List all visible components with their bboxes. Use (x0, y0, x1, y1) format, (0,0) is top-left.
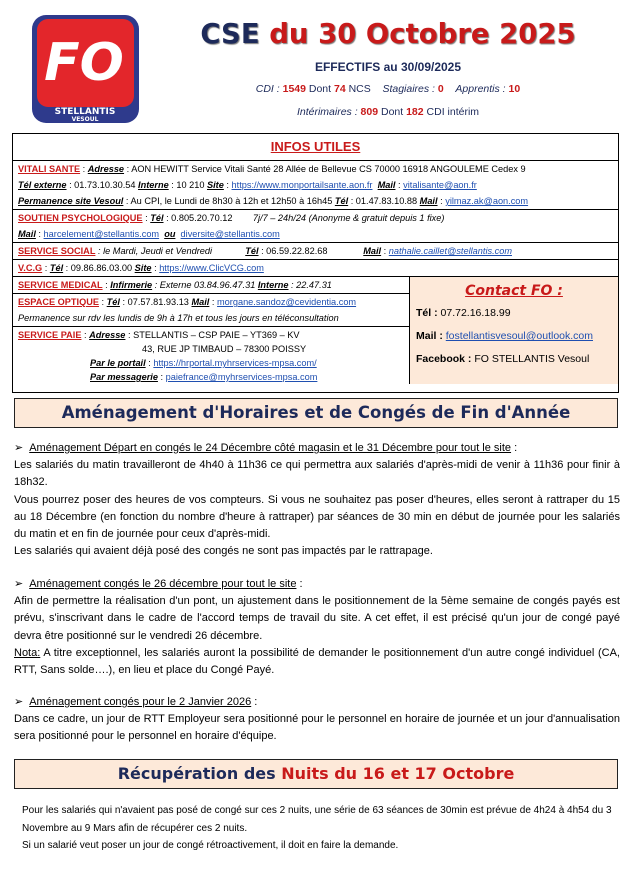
bullet-1-para-1: Les salariés du matin travailleront de 4h40 à 11h36 ce qui permettra aux salariés d'après-midi de venir à 11h36 pour finir à 18h32. (14, 459, 620, 489)
optique-mail-link[interactable]: morgane.sandoz@cevidentia.com (217, 297, 357, 307)
fo-stellantis-logo (31, 14, 140, 124)
logo-sub1: STELLANTIS (54, 107, 116, 117)
vitali-sante-block: VITALI SANTE : Adresse : AON HEWITT Service Vitali Santé 28 Allée de Bellevue CS 70000 16918 ANGOULEME Cedex 9 Tél externe : 01.73.10.30.54 Interne : 10 210 Site : https://www.monportailsante.aon.fr Mail : vitalisante@aon.fr Permanence site Vesoul : Au CPI, le Lundi de 8h30 à 12h et 12h50 à 16h45 Tél : 01.47.83.10.88 Mail : yilmaz.ak@aon.com (13, 161, 618, 210)
social-mail-link[interactable]: nathalie.caillet@stellantis.com (388, 246, 512, 256)
section-recuperation-title: Récupération des Nuits du 16 et 17 Octobre (14, 759, 618, 789)
bullet-1-para-3: Les salariés qui avaient déjà posé des congés ne sont pas impactés par le rattrapage. (14, 545, 433, 558)
service-medical-block: SERVICE MEDICAL : Infirmerie : Externe 03.84.96.47.31 Interne : 22.47.31 (13, 277, 409, 294)
contact-title: Contact FO : (465, 283, 563, 299)
page-title (183, 18, 593, 50)
section-amenagement-body-3 (14, 694, 620, 746)
section-amenagement-title: Aménagement d'Horaires et de Congés de Fin d'Année (14, 398, 618, 428)
stats-line-1: CDI : 1549 Dont 74 NCS Stagiaires : 0 Apprentis : 10 (255, 83, 521, 95)
bullet-2-nota: Nota: A titre exceptionnel, les salariés auront la possibilité de demander le positionnement d'un autre congé individuel (CA, RTT, Sans solde….), en lieu et place du Congé Payé. (14, 646, 620, 677)
stats-line-2: Intérimaires : 809 Dont 182 CDI intérim (296, 106, 480, 118)
paie-portail-link[interactable]: https://hrportal.myhrservices-mpsa.com/ (153, 358, 317, 368)
permanence-mail-link[interactable]: yilmaz.ak@aon.com (445, 196, 529, 206)
recuperation-para-2: Si un salarié veut poser un jour de congé rétroactivement, il doit en faire la demande. (22, 840, 399, 851)
bullet-3-title: ➢ Aménagement congés pour le 2 Janvier 2026 : (14, 696, 258, 708)
bullet-2-para-1: Afin de permettre la réalisation d'un pont, un ajustement dans le positionnement de la 5ème semaine de congés payés est prévu, s'inscrivant dans le cadre de l'accord temps de travail du site. A cet effet, il est précisé qu'un jour de congé payé devra être positionné sur le vendredi 26 décembre. (14, 595, 620, 642)
title-rest: du 30 Octobre 2025 (259, 18, 576, 50)
bullet-3-para-1: Dans ce cadre, un jour de RTT Employeur sera positionné pour le personnel en horaire de journée et un jour d'annualisation sera positionné pour le personnel en horaire d'équipe. (14, 713, 620, 743)
vitali-mail-link[interactable]: vitalisante@aon.fr (403, 180, 477, 190)
bullet-1-title: ➢ Aménagement Départ en congés le 24 Décembre côté magasin et le 31 Décembre pour tout le site : (14, 442, 518, 454)
infos-utiles-box (12, 133, 619, 393)
section-amenagement-body-2 (14, 576, 620, 679)
service-paie-block: SERVICE PAIE : Adresse : STELLANTIS – CSP PAIE – YT369 – KV 43, RUE JP TIMBAUD – 78300 POISSY Par le portail : https://hrportal.myhrservices-mpsa.com/ Par messagerie : paiefrance@myhrservices-mpsa.com (18, 330, 318, 382)
espace-optique-block: ESPACE OPTIQUE : Tél : 07.57.81.93.13 Mail : morgane.sandoz@cevidentia.com Permanence sur rdv les lundis de 9h à 17h et tous les jours en téléconsultation (13, 294, 409, 327)
section-recuperation-body (22, 802, 618, 855)
paie-mail-link[interactable]: paiefrance@myhrservices-mpsa.com (165, 372, 318, 382)
effectifs-date: EFFECTIFS au 30/09/2025 (314, 60, 462, 74)
diversite-mail-link[interactable]: diversite@stellantis.com (180, 229, 280, 239)
bullet-2-title: ➢ Aménagement congés le 26 décembre pour tout le site : (14, 578, 303, 590)
logo-text: FO (44, 33, 124, 93)
title-prefix: CSE (200, 18, 260, 50)
vitali-site-link[interactable]: https://www.monportailsante.aon.fr (231, 180, 373, 190)
soutien-psy-block: SOUTIEN PSYCHOLOGIQUE : Tél : 0.805.20.70.12 7j/7 – 24h/24 (Anonyme & gratuit depuis 1 fixe) Mail : harcelement@stellantis.com ou diversite@stellantis.com (13, 210, 618, 243)
section-amenagement-body (14, 440, 620, 560)
vcg-block: V.C.G : Tél : 09.86.86.03.00 Site : https://www.ClicVCG.com (13, 260, 618, 277)
harcelement-mail-link[interactable]: harcelement@stellantis.com (43, 229, 160, 239)
contact-fo-box: Contact FO : Tél : 07.72.16.18.99 Mail : fostellantisvesoul@outlook.com Facebook : FO STELLANTIS Vesoul (410, 277, 618, 384)
infos-heading: INFOS UTILES (13, 134, 618, 161)
bullet-1-para-2: Vous pourrez poser des heures de vos compteurs. Si vous ne souhaitez pas poser d'heures, elles seront à rattraper du 15 au 18 Décembre (en fonction du nombre d'heure à rattraper) par séances de 30 min en début de journée pour les salariés du matin et en fin de journée pour ceux d'après-midi. (14, 493, 620, 541)
service-social-block: SERVICE SOCIAL : le Mardi, Jeudi et Vendredi Tél : 06.59.22.82.68 Mail : nathalie.caillet@stellantis.com (13, 243, 618, 260)
contact-mail-link[interactable]: fostellantisvesoul@outlook.com (445, 330, 593, 342)
recuperation-para-1: Pour les salariés qui n'avaient pas posé de congé sur ces 2 nuits, une série de 63 séances de 30min est prévue de 4h24 à 4h54 du 3 Novembre au 9 Mars afin de récupérer ces 2 nuits. (22, 805, 612, 834)
logo-sub2: VESOUL (71, 116, 99, 123)
vcg-site-link[interactable]: https://www.ClicVCG.com (159, 263, 264, 273)
